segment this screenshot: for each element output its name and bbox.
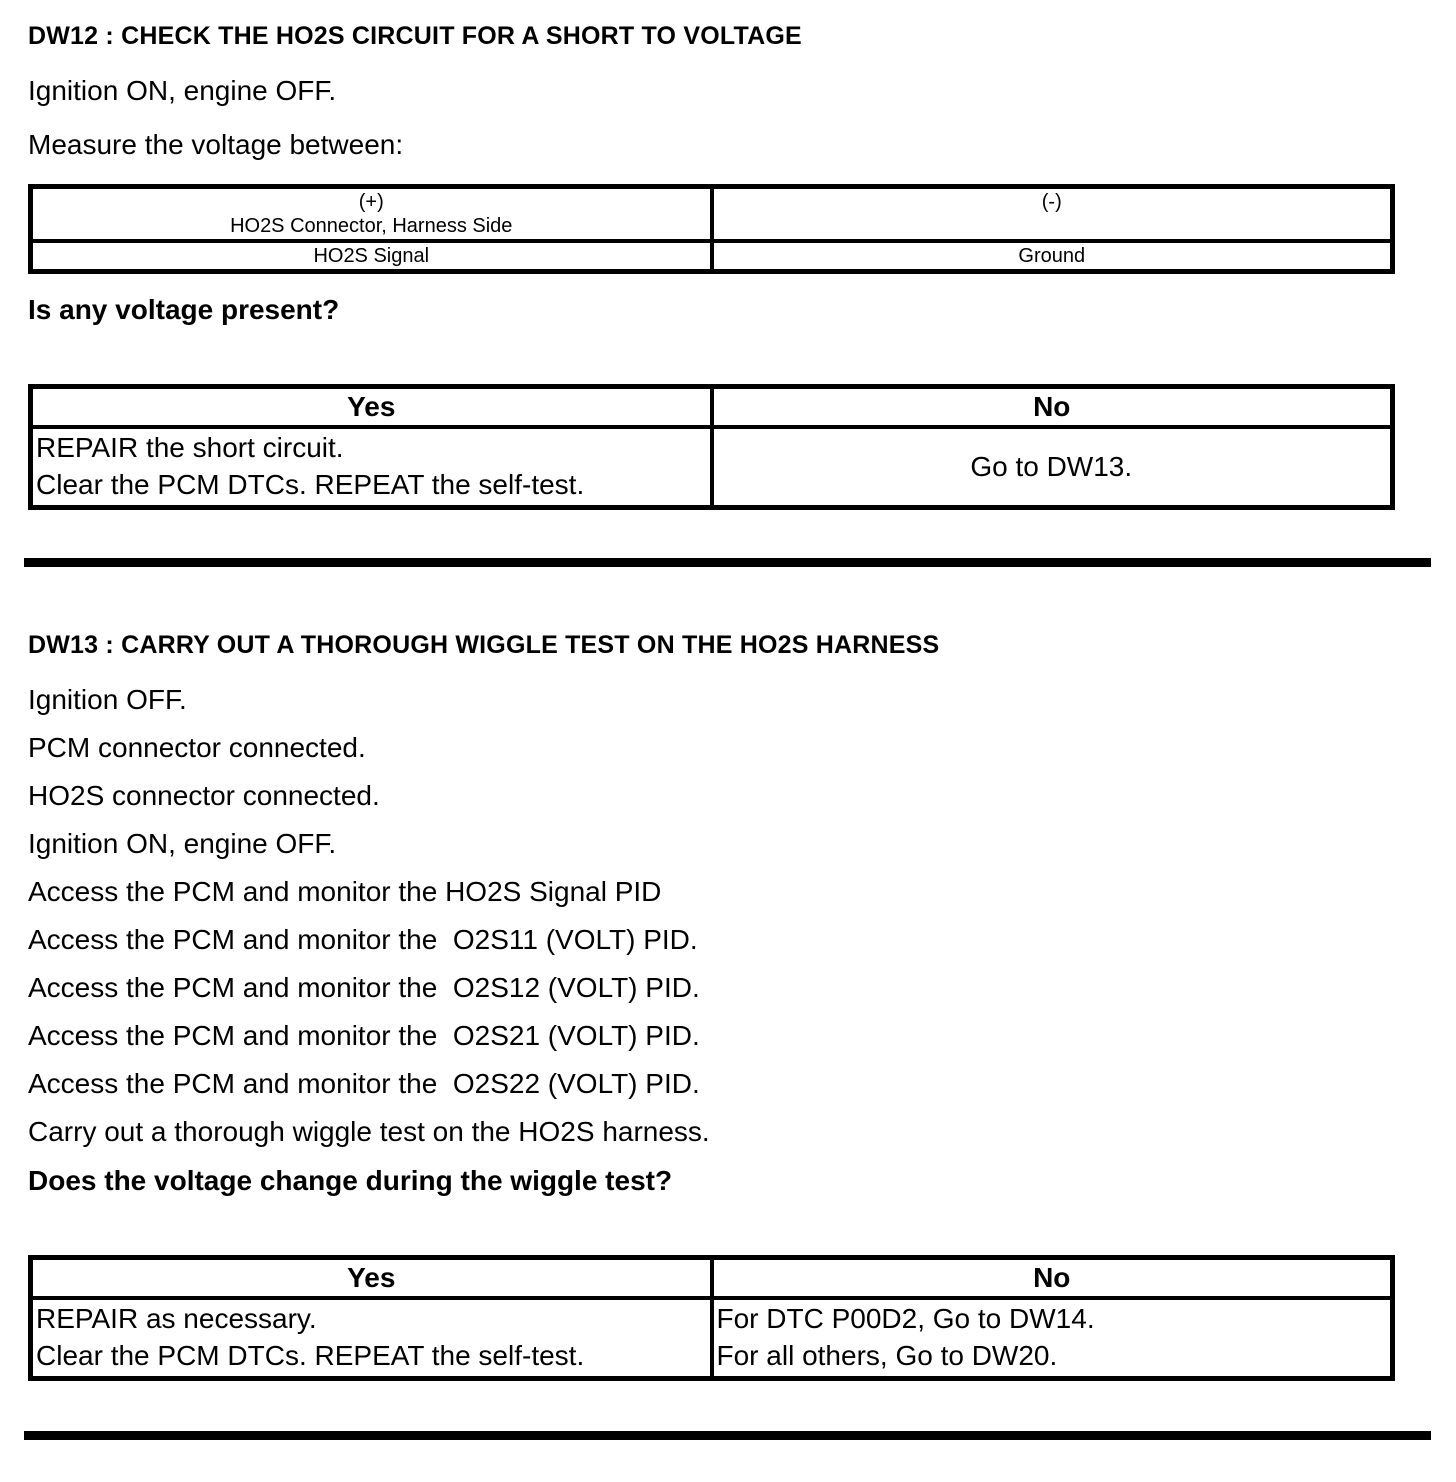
procedure-step: Access the PCM and monitor the O2S12 (VOLT) PID. [28, 972, 700, 1003]
section-title-dw13: DW13 : CARRY OUT A THOROUGH WIGGLE TEST ON THE HO2S HARNESS [28, 631, 940, 659]
procedure-step: Ignition ON, engine OFF. [28, 828, 337, 859]
yes-action-line: Clear the PCM DTCs. REPEAT the self-test. [36, 469, 585, 500]
yes-action-cell [31, 427, 712, 508]
decision-header-row [31, 387, 1393, 428]
procedure-step: Access the PCM and monitor the HO2S Signal PID [28, 876, 662, 907]
page-bottom-divider [24, 1431, 1431, 1440]
procedure-step: Access the PCM and monitor the O2S22 (VOLT) PID. [28, 1068, 700, 1099]
decision-question: Does the voltage change during the wiggle test? [28, 1165, 673, 1196]
measurement-minus-polarity: (-) [1041, 191, 1062, 213]
measurement-table [28, 184, 1395, 274]
procedure-step: Ignition OFF. [28, 684, 187, 715]
decision-table-dw12 [28, 384, 1395, 510]
no-column-header: No [712, 387, 1393, 428]
decision-table-dw13 [28, 1255, 1395, 1381]
procedure-step: PCM connector connected. [28, 732, 366, 763]
measurement-header-row [31, 187, 1393, 242]
procedure-step: Access the PCM and monitor the O2S21 (VOLT) PID. [28, 1020, 700, 1051]
section-dw13 [0, 631, 1456, 1440]
yes-column-header: Yes [31, 387, 712, 428]
yes-action-line: REPAIR the short circuit. [36, 432, 344, 463]
no-action-line: Go to DW13. [970, 450, 1133, 482]
section-divider [24, 558, 1431, 567]
section-title-dw12: DW12 : CHECK THE HO2S CIRCUIT FOR A SHORT TO VOLTAGE [28, 22, 802, 50]
decision-question: Is any voltage present? [28, 294, 340, 325]
measurement-plus-point: HO2S Signal [31, 241, 712, 272]
decision-body-row [31, 427, 1393, 508]
yes-column-header: Yes [31, 1258, 712, 1299]
measurement-plus-location: HO2S Connector, Harness Side [230, 215, 513, 237]
no-action-cell [712, 427, 1393, 508]
decision-body-row [31, 1298, 1393, 1379]
no-column-header: No [712, 1258, 1393, 1299]
procedure-step: Ignition ON, engine OFF. [28, 75, 337, 106]
yes-action-cell [31, 1298, 712, 1379]
measurement-plus-header-cell [31, 187, 712, 242]
no-action-cell [712, 1298, 1393, 1379]
procedure-step: Measure the voltage between: [28, 129, 404, 160]
yes-action-line: REPAIR as necessary. [36, 1303, 317, 1334]
procedure-step: HO2S connector connected. [28, 780, 380, 811]
measurement-points-row [31, 241, 1393, 272]
no-action-line: For all others, Go to DW20. [716, 1340, 1058, 1371]
no-action-line: For DTC P00D2, Go to DW14. [716, 1303, 1095, 1334]
section-dw12 [0, 22, 1456, 567]
measurement-minus-header-cell [712, 187, 1393, 242]
yes-action-line: Clear the PCM DTCs. REPEAT the self-test. [36, 1340, 585, 1371]
measurement-plus-polarity: (+) [358, 191, 384, 213]
decision-header-row [31, 1258, 1393, 1299]
procedure-step: Carry out a thorough wiggle test on the HO2S harness. [28, 1116, 710, 1147]
measurement-minus-point: Ground [712, 241, 1393, 272]
procedure-step: Access the PCM and monitor the O2S11 (VOLT) PID. [28, 924, 698, 955]
